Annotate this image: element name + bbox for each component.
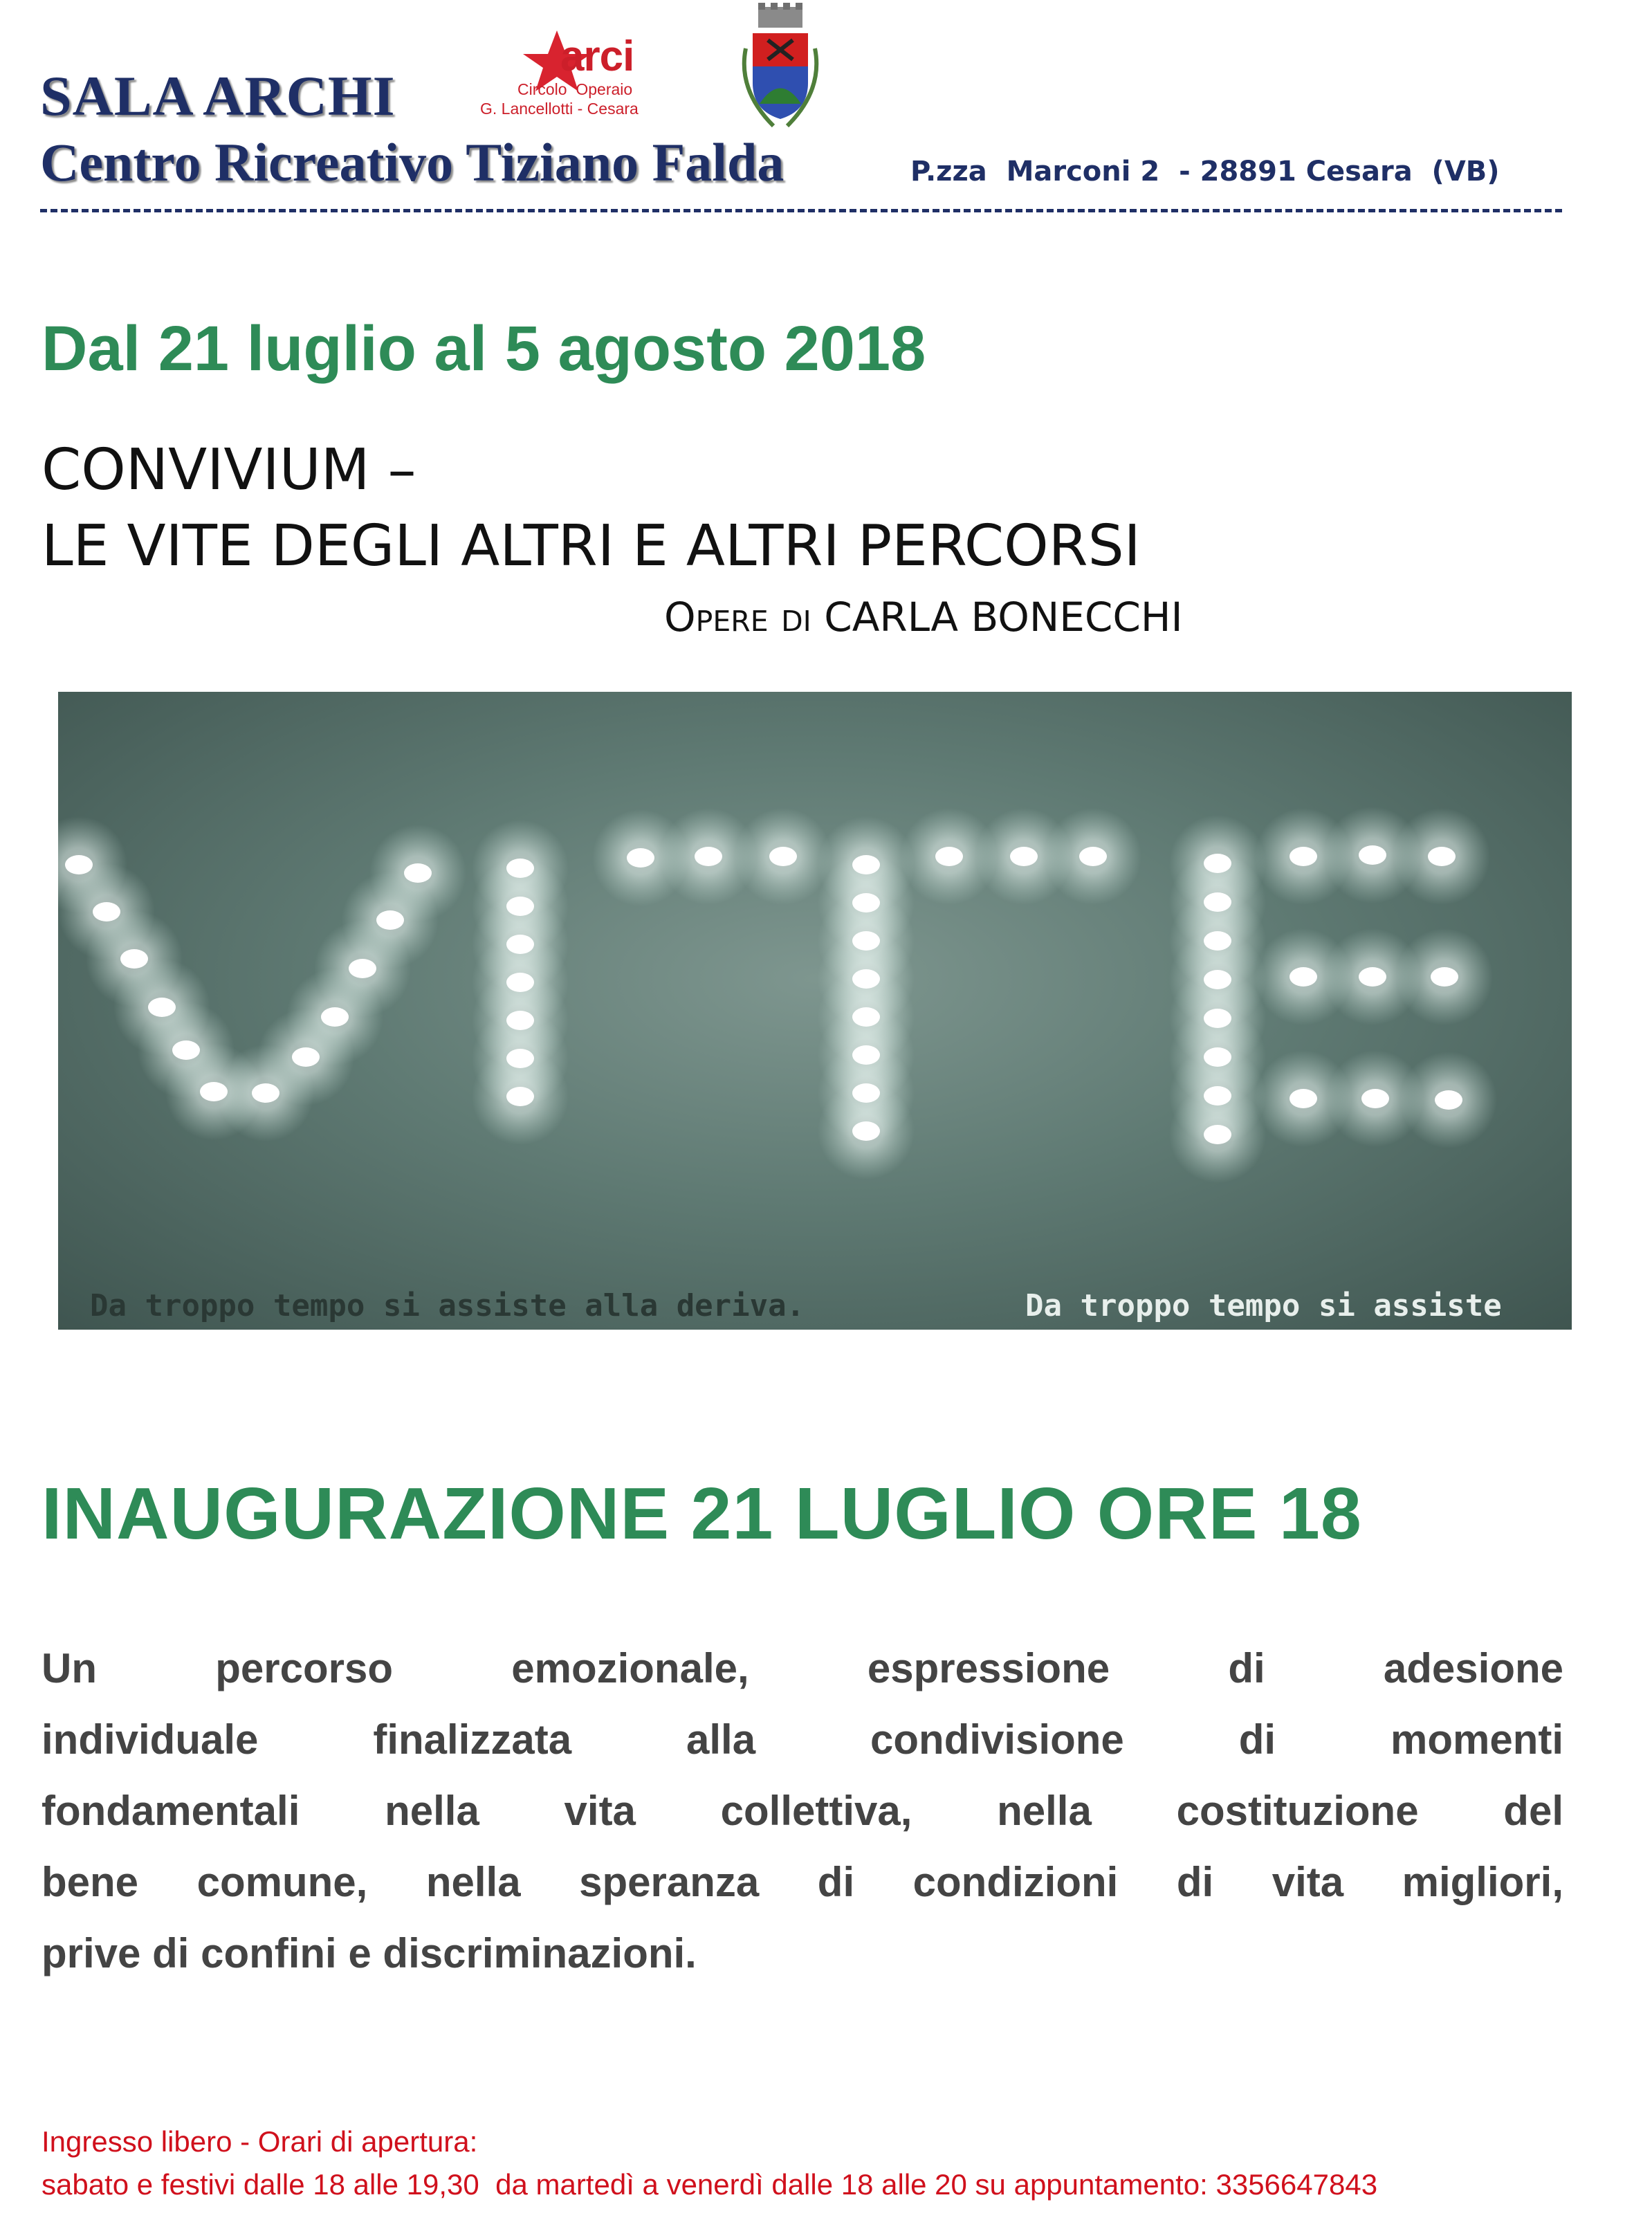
light-bulb [506,973,534,992]
light-bulb [1204,931,1231,951]
header-divider [40,209,1562,212]
light-bulb [506,1049,534,1068]
description-line: prive di confini e discriminazioni. [42,1930,697,1976]
light-bulb [349,959,376,978]
light-bulb [1290,1089,1317,1108]
light-bulb [506,935,534,954]
light-bulb [627,848,654,868]
light-bulb [65,855,93,874]
light-bulb [506,897,534,916]
description-line: bene comune, nella speranza di condizioni di vita migliori, [42,1859,1563,1905]
light-bulb [1204,1047,1231,1067]
arci-logo-word: arci [560,33,634,80]
light-bulb [852,1045,880,1065]
light-bulb [1079,847,1107,866]
arci-logo-line1: Circolo Operaio [517,80,633,98]
light-bulb [852,1121,880,1141]
artwork-caption-light: Da troppo tempo si assiste [1025,1288,1502,1323]
footer-opening-hours: sabato e festivi dalle 18 alle 19,30 da martedì a venerdì dalle 18 alle 20 su appuntamento: 3356647843 [42,2168,1378,2201]
light-bulb [1359,845,1386,865]
light-bulb [935,847,963,866]
light-bulb [148,998,176,1017]
light-bulb [506,1011,534,1030]
light-bulb [852,855,880,874]
light-bulb [852,931,880,951]
light-bulb [1431,967,1458,987]
light-bulb [852,893,880,912]
light-bulb [1204,854,1231,873]
artist-credit [664,594,1183,641]
arci-logo-line2: G. Lancellotti - Cesara [480,100,639,118]
exhibition-title-line1: CONVIVIUM – [42,437,416,503]
light-bulb [1290,967,1317,987]
light-bulb [1204,1009,1231,1028]
description-line: Un percorso emozionale, espressione di adesione [42,1645,1563,1691]
light-bulb [1428,847,1456,866]
light-bulb [695,847,722,866]
inauguration-headline: INAUGURAZIONE 21 LUGLIO ORE 18 [42,1473,1362,1554]
light-bulb [120,949,148,969]
light-bulb [1435,1090,1462,1110]
light-bulb [1359,967,1386,987]
description-line: fondamentali nella vita collettiva, nella costituzione del [42,1788,1563,1834]
light-bulb [1361,1089,1389,1108]
centre-name: Centro Ricreativo Tiziano Falda [40,132,784,192]
description-line: individuale finalizzata alla condivisione di momenti [42,1716,1563,1763]
light-bulb [1204,1125,1231,1144]
exhibition-dates: Dal 21 luglio al 5 agosto 2018 [42,313,926,384]
venue-title: SALA ARCHI [40,64,396,127]
light-bulb [1204,970,1231,989]
municipal-crest-icon [725,0,836,131]
light-bulb [252,1083,279,1103]
light-bulb [172,1040,200,1060]
light-bulb [852,1007,880,1027]
light-bulb [292,1047,320,1067]
light-bulb [769,847,797,866]
light-bulb [1204,892,1231,912]
footer-entry-info: Ingresso libero - Orari di apertura: [42,2125,478,2158]
light-bulb [376,910,404,930]
description-paragraph [42,1633,1563,1989]
light-bulb [506,1087,534,1106]
artist-name: CARLA BONECCHI [824,594,1183,641]
light-bulb [200,1082,228,1101]
light-bulb [1204,1086,1231,1106]
artwork-caption-dark: Da troppo tempo si assiste alla deriva. [90,1288,805,1323]
light-bulb [506,859,534,878]
vite-lights-artwork [58,692,1572,1330]
light-bulb [1290,847,1317,866]
venue-address: P.zza Marconi 2 - 28891 Cesara (VB) [910,156,1500,187]
light-bulb [404,863,432,883]
exhibition-title-line2: LE VITE DEGLI ALTRI E ALTRI PERCORSI [42,513,1141,579]
light-bulb [321,1007,349,1027]
light-bulb [93,902,120,921]
light-bulb [1010,847,1038,866]
light-bulb [852,1083,880,1103]
light-bulb [852,969,880,989]
artist-prefix: Opere di [664,594,811,641]
artwork-photo [58,692,1572,1330]
